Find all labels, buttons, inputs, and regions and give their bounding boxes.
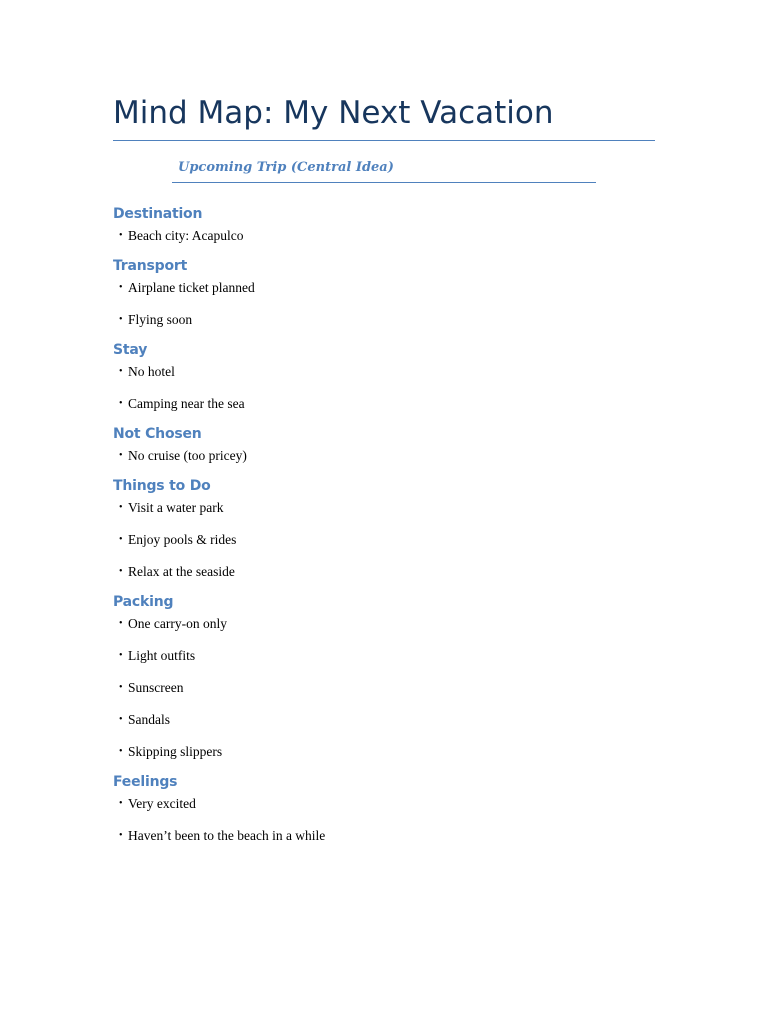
bullet-icon: • [119, 798, 123, 809]
section-destination [113, 204, 673, 244]
bullet-list [113, 364, 673, 412]
list-item-text: Haven’t been to the beach in a while [128, 828, 326, 843]
section-heading: Transport [113, 258, 188, 274]
list-item-text: No cruise (too pricey) [128, 448, 247, 463]
list-item [113, 500, 673, 516]
list-item-text: Sunscreen [128, 680, 184, 695]
list-item-text: Sandals [128, 712, 170, 727]
bullet-icon: • [119, 450, 123, 461]
list-item [113, 796, 673, 812]
bullet-icon: • [119, 650, 123, 661]
bullet-list [113, 500, 673, 580]
list-item-text: Light outfits [128, 648, 196, 663]
list-item [113, 680, 673, 696]
list-item [113, 828, 673, 844]
bullet-icon: • [119, 230, 123, 241]
section-transport [113, 256, 673, 328]
list-item-text: Flying soon [128, 312, 193, 327]
list-item [113, 228, 673, 244]
list-item-text: Very excited [128, 796, 196, 811]
list-item-text: Camping near the sea [128, 396, 245, 411]
section-not-chosen [113, 424, 673, 464]
bullet-icon: • [119, 566, 123, 577]
list-item [113, 312, 673, 328]
list-item [113, 532, 673, 548]
section-heading: Not Chosen [113, 426, 202, 442]
section-heading: Feelings [113, 774, 178, 790]
list-item [113, 364, 673, 380]
list-item [113, 396, 673, 412]
document-title: Mind Map: My Next Vacation [113, 94, 655, 141]
bullet-icon: • [119, 282, 123, 293]
list-item [113, 648, 673, 664]
list-item-text: Beach city: Acapulco [128, 228, 244, 243]
section-heading: Packing [113, 594, 174, 610]
list-item-text: Enjoy pools & rides [128, 532, 237, 547]
bullet-icon: • [119, 618, 123, 629]
bullet-icon: • [119, 714, 123, 725]
section-heading: Stay [113, 342, 148, 358]
list-item [113, 616, 673, 632]
bullet-icon: • [119, 314, 123, 325]
bullet-icon: • [119, 502, 123, 513]
bullet-icon: • [119, 682, 123, 693]
bullet-icon: • [119, 746, 123, 757]
list-item [113, 712, 673, 728]
bullet-list [113, 616, 673, 760]
list-item-text: Skipping slippers [128, 744, 223, 759]
bullet-icon: • [119, 366, 123, 377]
list-item [113, 564, 673, 580]
bullet-icon: • [119, 398, 123, 409]
list-item [113, 280, 673, 296]
section-things-to-do [113, 476, 673, 580]
document-subtitle: Upcoming Trip (Central Idea) [172, 159, 596, 183]
sections-container [113, 204, 673, 856]
section-heading: Things to Do [113, 478, 211, 494]
list-item-text: One carry-on only [128, 616, 227, 631]
list-item-text: No hotel [128, 364, 175, 379]
list-item-text: Visit a water park [128, 500, 224, 515]
list-item [113, 744, 673, 760]
list-item-text: Relax at the seaside [128, 564, 235, 579]
list-item [113, 448, 673, 464]
bullet-list [113, 796, 673, 844]
section-feelings [113, 772, 673, 844]
bullet-icon: • [119, 830, 123, 841]
bullet-icon: • [119, 534, 123, 545]
bullet-list [113, 448, 673, 464]
bullet-list [113, 280, 673, 328]
section-stay [113, 340, 673, 412]
list-item-text: Airplane ticket planned [128, 280, 255, 295]
bullet-list [113, 228, 673, 244]
section-packing [113, 592, 673, 760]
section-heading: Destination [113, 206, 203, 222]
